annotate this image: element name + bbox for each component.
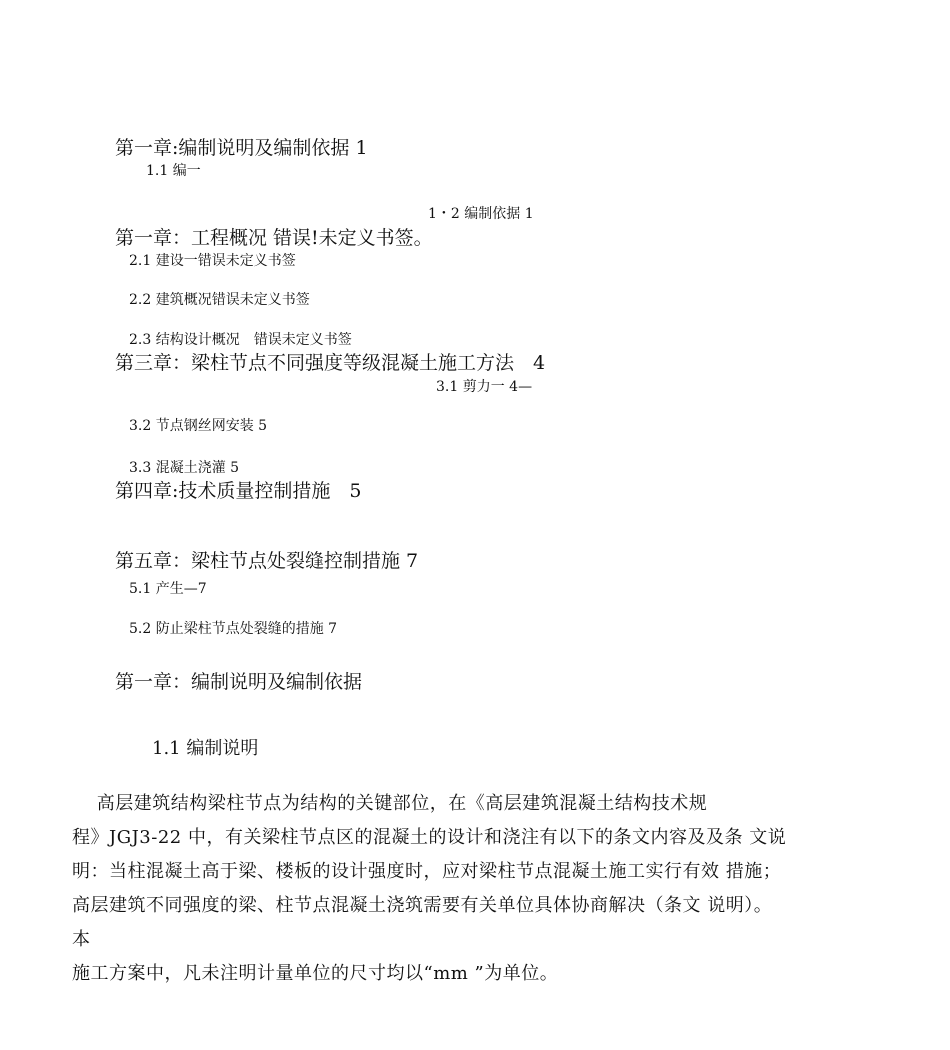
paragraph-line: 高层建筑结构梁柱节点为结构的关键部位，在《高层建筑混凝土结构技术规 bbox=[72, 793, 708, 814]
paragraph-line: 施工方案中，凡未注明计量单位的尺寸均以“mm ”为单位。 bbox=[72, 963, 559, 984]
toc-chapter-5: 第五章：梁柱节点处裂缝控制措施 7 bbox=[115, 550, 419, 572]
section-heading: 1.1 编制说明 bbox=[152, 738, 259, 759]
toc-chapter-4: 第四章:技术质量控制措施 5 bbox=[115, 480, 362, 502]
toc-chapter-2: 第一章：工程概况 错误!未定义书签。 bbox=[115, 227, 433, 249]
toc-chapter-1: 第一章:编制说明及编制依据 1 bbox=[115, 137, 368, 159]
toc-section-3-2: 3.2 节点钢丝网安装 5 bbox=[129, 418, 268, 434]
body-paragraph bbox=[72, 787, 897, 991]
toc-section-5-2: 5.2 防止梁柱节点处裂缝的措施 7 bbox=[129, 621, 338, 637]
paragraph-line: 本 bbox=[72, 929, 91, 950]
toc-section-3-1: 3.1 剪力一 4— bbox=[436, 379, 533, 395]
paragraph-line: 明：当柱混凝土高于梁、楼板的设计强度时，应对梁柱节点混凝土施工实行有效 措施； bbox=[72, 861, 782, 882]
toc-section-2-3: 2.3 结构设计概况 错误未定义书签 bbox=[129, 332, 352, 348]
paragraph-line: 程》JGJ3-22 中，有关梁柱节点区的混凝土的设计和浇注有以下的条文内容及及条 文说 bbox=[72, 827, 787, 848]
toc-section-2-1: 2.1 建设一错误未定义书签 bbox=[129, 253, 296, 269]
toc-section-5-1: 5.1 产生—7 bbox=[129, 581, 207, 597]
toc-chapter-3: 第三章：梁柱节点不同强度等级混凝土施工方法 4 bbox=[115, 352, 546, 374]
toc-section-3-3: 3.3 混凝土浇灌 5 bbox=[129, 460, 240, 476]
toc-section-1-2: 1・2 编制依据 1 bbox=[428, 206, 534, 222]
chapter-heading: 第一章：编制说明及编制依据 bbox=[115, 671, 363, 693]
toc-section-1-1: 1.1 编一 bbox=[146, 163, 201, 179]
toc-section-2-2: 2.2 建筑概况错误未定义书签 bbox=[129, 292, 310, 308]
paragraph-line: 高层建筑不同强度的梁、柱节点混凝土浇筑需要有关单位具体协商解决（条文 说明）。 bbox=[72, 895, 773, 916]
